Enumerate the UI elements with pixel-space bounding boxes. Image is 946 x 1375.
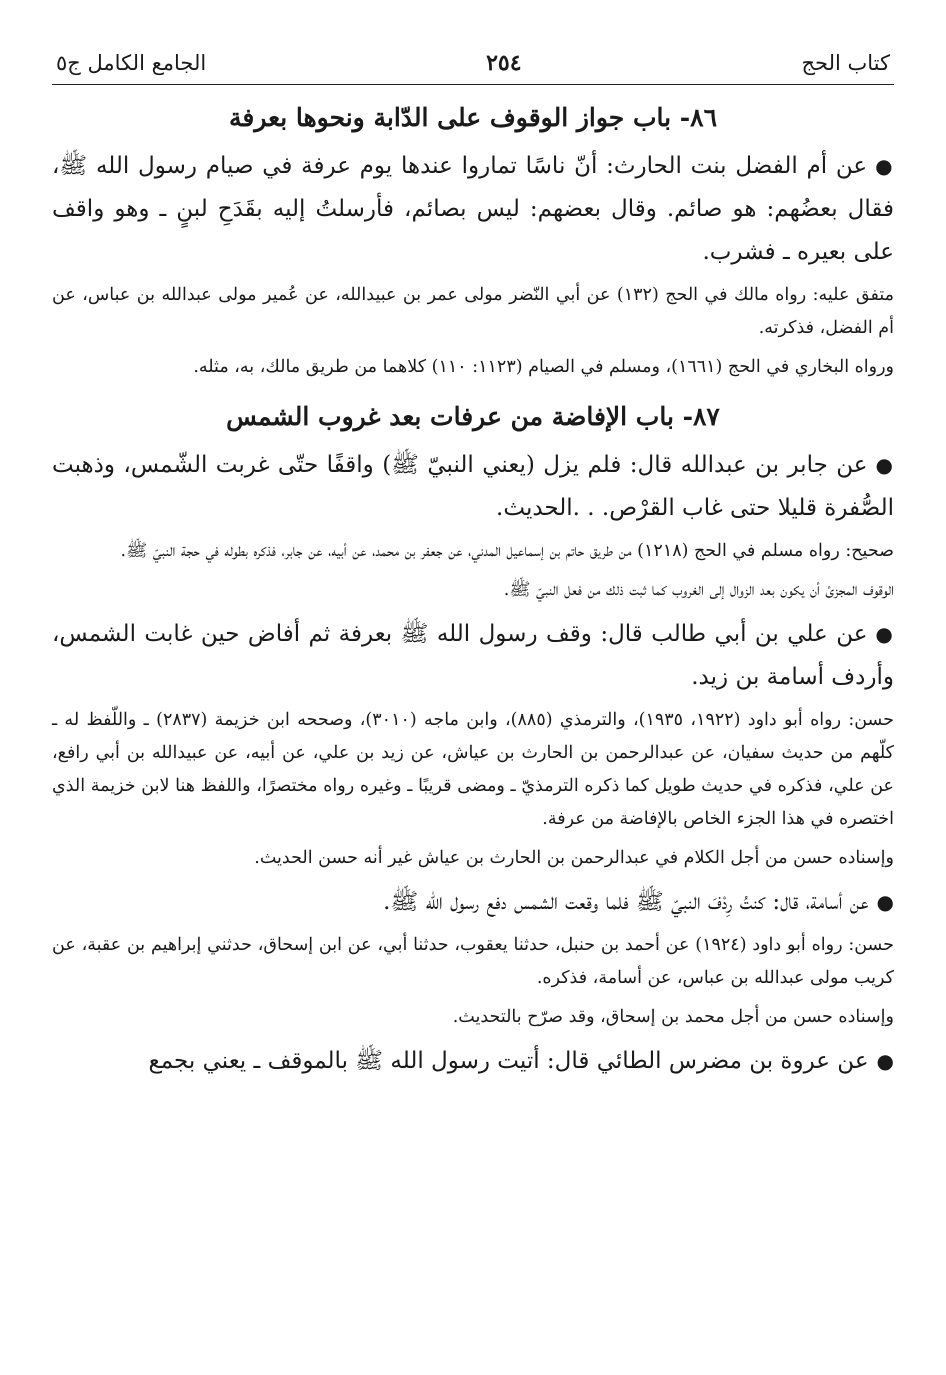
hadith-body: عن أم الفضل بنت الحارث: أنّ ناسًا تماروا عندها يوم عرفة في صيام رسول الله ﷺ، فقال بعضُهم: هو صائم. وقال بعضهم: ليس بصائم، فأرسلتُ إليه بقَدَحِ لبنٍ ـ وهو واقف على بعيره ـ فشرب. (52, 153, 894, 265)
bullet-icon: ● (875, 453, 894, 477)
running-header (52, 50, 894, 85)
bullet-icon: ● (875, 622, 894, 646)
hadith-text (52, 145, 894, 274)
takhrij-note: حسن: رواه أبو داود (١٩٢٢، ١٩٣٥)، والترمذي (٨٨٥)، وابن ماجه (٣٠١٠)، وصححه ابن خزيمة (٢٨٣٧) ـ واللّفظ له ـ كلّهم من حديث سفيان، عن عبدالرحمن بن الحارث بن عياش، عن زيد بن علي، عن أبيه، عن عبيدالله بن أبي رافع، عن علي، فذكره في حديث طويل كما ذكره الترمذيّ ـ ومضى قريبًا ـ وغيره رواه مختصرًا، واللفظ هنا لابن خزيمة الذي اختصره في هذا الجزء الخاص بالإفاضة من عرفة. (52, 710, 894, 829)
chapter-heading: ٨٧- باب الإفاضة من عرفات بعد غروب الشمس (226, 402, 720, 431)
takhrij-note: الوقوف المجزئ أن يكون بعد الزوال إلى الغروب كما ثبت ذلك من فعل النبيّ ﷺ. (503, 580, 894, 600)
book-title: كتاب الحج (801, 51, 890, 75)
hadith-body: عن علي بن أبي طالب قال: وقف رسول الله ﷺ بعرفة ثم أفاض حين غابت الشمس، وأردف أسامة بن زيد. (52, 621, 894, 690)
hadith-body: عن عروة بن مضرس الطائي قال: أتيت رسول الله ﷺ بالموقف ـ يعني بجمع (148, 1048, 869, 1074)
takhrij-note: متفق عليه: رواه مالك في الحج (١٣٢) عن أبي النّضر مولى عمر بن عبيدالله، عن عُمير مولى عبدالله بن عباس، عن أم الفضل، فذكرته. (52, 285, 894, 338)
page-body (52, 99, 894, 1083)
series-title: الجامع الكامل ج٥ (56, 51, 207, 75)
chapter-heading: ٨٦- باب جواز الوقوف على الدّابة ونحوها بعرفة (229, 103, 717, 132)
book-page (52, 50, 894, 1355)
hadith-text (52, 444, 894, 530)
takhrij-note: وإسناده حسن من أجل الكلام في عبدالرحمن بن الحارث بن عياش غير أنه حسن الحديث. (254, 848, 894, 868)
hadith-text (52, 881, 894, 924)
page-number: ٢٥٤ (486, 50, 522, 76)
takhrij-note: ورواه البخاري في الحج (١٦٦١)، ومسلم في الصيام (١١٢٣: ١١٠) كلاهما من طريق مالك، به، مثله. (193, 357, 894, 377)
bullet-icon: ● (876, 1049, 894, 1073)
bullet-icon: ● (876, 890, 894, 914)
hadith-body: عن جابر بن عبدالله قال: فلم يزل (يعني النبيّ ﷺ) واقفًا حتّى غربت الشّمس، وذهبت الصُّفرة قليلا حتى غاب القرْص. . .الحديث. (52, 452, 894, 521)
takhrij-note: صحيح: رواه مسلم في الحج (١٢١٨) من طريق حاتم بن إسماعيل المدني، عن جعفر بن محمد، عن أبيه، عن جابر، فذكره بطوله في حجة النبيّ ﷺ. (120, 541, 894, 561)
hadith-body: عن أسامة، قال: كنتُ رِدْفَ النبيّ ﷺ فلما وقعت الشمس دفع رسول الله ﷺ. (383, 889, 869, 915)
hadith-text (52, 1040, 894, 1083)
hadith-text (52, 613, 894, 699)
takhrij-note: وإسناده حسن من أجل محمد بن إسحاق، وقد صرّح بالتحديث. (452, 1007, 894, 1027)
takhrij-note: حسن: رواه أبو داود (١٩٢٤) عن أحمد بن حنبل، حدثنا يعقوب، حدثنا أبي، عن ابن إسحاق، حدثني إبراهيم بن عقبة، عن كريب مولى عبدالله بن عباس، عن أسامة، فذكره. (52, 935, 894, 988)
bullet-icon: ● (875, 154, 895, 178)
